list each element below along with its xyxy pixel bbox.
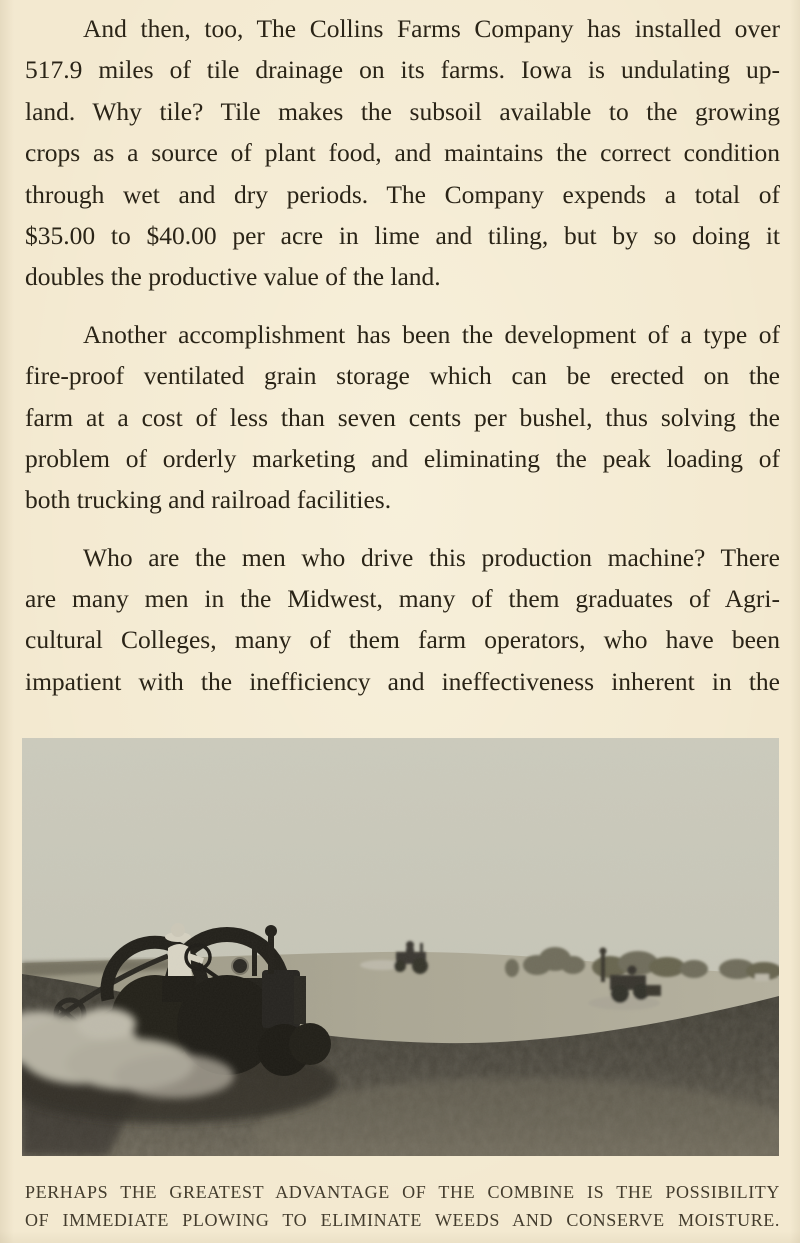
paragraph [25,314,780,521]
text-line: And then, too, The Collins Farms Company has installed over [83,14,780,43]
text-line: 517.9 miles of tile drainage on its farms. Iowa is undulating up- [25,55,780,85]
caption-line: PERHAPS THE GREATEST ADVANTAGE OF THE COMBINE IS THE POSSIBILITY [25,1182,780,1202]
field-photo [22,738,779,1156]
paragraph [25,8,780,298]
text-line: are many men in the Midwest, many of them graduates of Agri- [25,584,780,614]
text-line: land. Why tile? Tile makes the subsoil available to the growing [25,96,780,126]
text-line: both trucking and railroad facilities. [25,485,392,515]
caption-line: OF IMMEDIATE PLOWING TO ELIMINATE WEEDS AND CONSERVE MOISTURE. [25,1210,780,1230]
text-line: Another accomplishment has been the development of a type of [83,319,780,349]
text-line: $35.00 to $40.00 per acre in lime and tiling, but by so doing it [25,220,780,250]
body-text [25,8,780,718]
text-line: fire-proof ventilated grain storage which can be erected on the [25,361,780,391]
text-line: doubles the productive value of the land. [25,262,441,292]
photo-grain [22,738,779,1156]
text-line: crops as a source of plant food, and maintains the correct condition [25,138,780,168]
photo-caption [25,1178,780,1234]
text-line: Who are the men who drive this production machine? There [83,542,780,572]
paragraph [25,537,780,703]
text-line: farm at a cost of less than seven cents per bushel, thus solving the [25,402,780,432]
text-line: cultural Colleges, many of them farm operators, who have been [25,625,780,655]
text-line: through wet and dry periods. The Company expends a total of [25,179,780,209]
text-line: problem of orderly marketing and eliminating the peak loading of [25,443,780,473]
text-line: impatient with the inefficiency and ineffectiveness inherent in the [25,666,780,696]
